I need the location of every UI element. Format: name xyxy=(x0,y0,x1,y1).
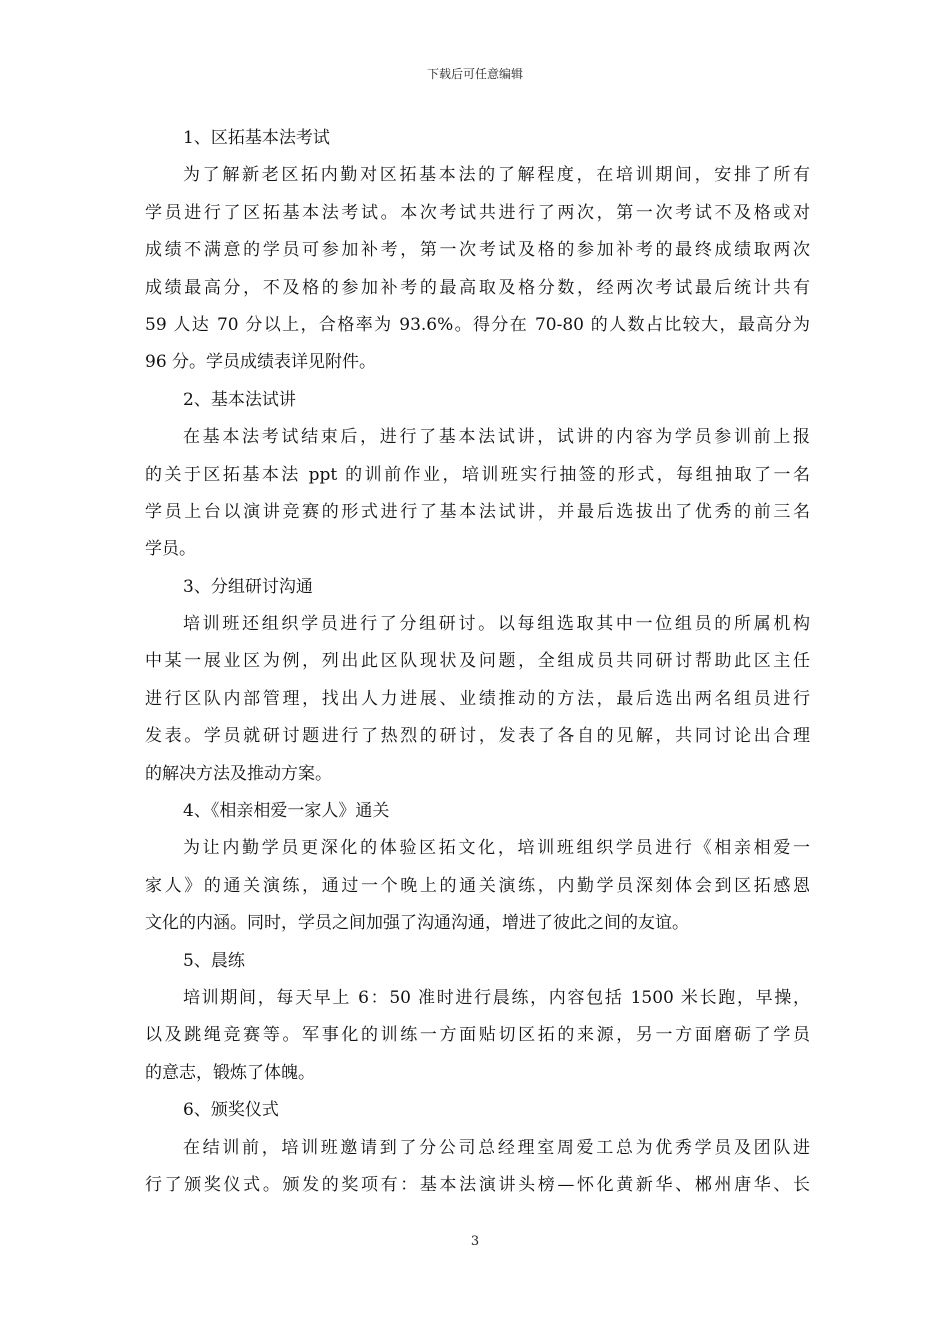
paragraph-line: 的关于区拓基本法 ppt 的训前作业，培训班实行抽签的形式，每组抽取了一名 xyxy=(145,464,810,485)
page-number: 3 xyxy=(470,1234,480,1249)
section-heading: 4、《相亲相爱一家人》通关 xyxy=(183,801,390,822)
section-morning-exercise xyxy=(145,943,810,1093)
paragraph-line: 为了解新老区拓内勤对区拓基本法的了解程度，在培训期间，安排了所有 xyxy=(183,165,810,186)
section-trial-lecture xyxy=(145,382,810,569)
section-family-pass xyxy=(145,793,810,943)
paragraph-line: 在结训前，培训班邀请到了分公司总经理室周爱工总为优秀学员及团队进 xyxy=(183,1137,810,1158)
section-heading: 2、基本法试讲 xyxy=(183,389,296,410)
paragraph-line: 学员上台以演讲竞赛的形式进行了基本法试讲，并最后选拔出了优秀的前三名 xyxy=(145,501,810,522)
paragraph-line: 96 分。学员成绩表详见附件。 xyxy=(145,352,377,373)
section-paragraph xyxy=(145,980,810,1092)
section-heading: 1、区拓基本法考试 xyxy=(183,128,330,148)
section-heading: 6、颁奖仪式 xyxy=(183,1100,279,1121)
paragraph-line: 培训班还组织学员进行了分组研讨。以每组选取其中一位组员的所属机构 xyxy=(183,614,810,635)
paragraph-line: 学员进行了区拓基本法考试。本次考试共进行了两次，第一次考试不及格或对 xyxy=(145,202,810,223)
paragraph-line: 进行区队内部管理，找出人力进展、业绩推动的方法，最后选出两名组员进行 xyxy=(145,688,810,709)
section-exam xyxy=(145,120,810,382)
section-group-discussion xyxy=(145,569,810,793)
paragraph-line: 培训期间，每天早上 6：50 准时进行晨练，内容包括 1500 米长跑，早操， xyxy=(183,987,810,1008)
section-paragraph xyxy=(145,157,810,381)
section-heading: 3、分组研讨沟通 xyxy=(183,576,313,597)
paragraph-line: 成绩不满意的学员可参加补考，第一次考试及格的参加补考的最终成绩取两次 xyxy=(145,240,810,261)
paragraph-line: 59 人达 70 分以上，合格率为 93.6%。得分在 70-80 的人数占比较大，最高分为 xyxy=(145,314,810,335)
paragraph-line: 为让内勤学员更深化的体验区拓文化，培训班组织学员进行《相亲相爱一 xyxy=(183,838,810,859)
paragraph-line: 发表。学员就研讨题进行了热烈的研讨，发表了各自的见解，共同讨论出合理 xyxy=(145,726,810,747)
paragraph-line: 以及跳绳竞赛等。军事化的训练一方面贴切区拓的来源，另一方面磨砺了学员 xyxy=(145,1025,810,1046)
section-paragraph xyxy=(145,830,810,942)
paragraph-line: 家人》的通关演练，通过一个晚上的通关演练，内勤学员深刻体会到区拓感恩 xyxy=(145,875,810,896)
paragraph-line: 行了颁奖仪式。颁发的奖项有：基本法演讲头榜—怀化黄新华、郴州唐华、长 xyxy=(145,1174,810,1195)
paragraph-line: 成绩最高分，不及格的参加补考的最高取及格分数，经两次考试最后统计共有 xyxy=(145,277,810,298)
paragraph-line: 在基本法考试结束后，进行了基本法试讲，试讲的内容为学员参训前上报 xyxy=(183,427,810,448)
page-header: 下载后可任意编辑 xyxy=(426,67,523,81)
section-paragraph xyxy=(145,419,810,569)
section-heading: 5、晨练 xyxy=(183,950,245,971)
section-paragraph xyxy=(145,1130,810,1205)
section-paragraph xyxy=(145,606,810,793)
document-body xyxy=(145,120,810,1204)
paragraph-line: 的意志，锻炼了体魄。 xyxy=(145,1062,315,1083)
paragraph-line: 的解决方法及推动方案。 xyxy=(145,763,332,784)
paragraph-line: 文化的内涵。同时，学员之间加强了沟通沟通，增进了彼此之间的友谊。 xyxy=(145,913,689,934)
paragraph-line: 学员。 xyxy=(145,539,196,560)
paragraph-line: 中某一展业区为例，列出此区队现状及问题，全组成员共同研讨帮助此区主任 xyxy=(145,651,810,672)
section-award-ceremony xyxy=(145,1092,810,1204)
